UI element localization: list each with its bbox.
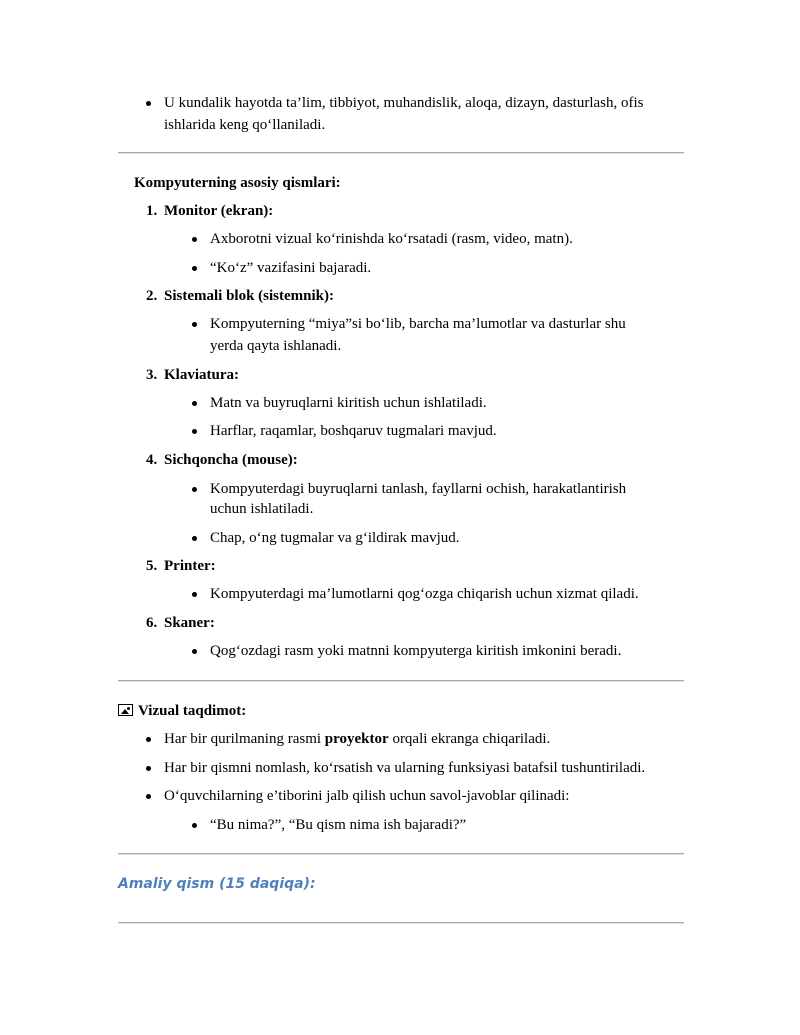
item-title-mouse: Sichqoncha (mouse): — [164, 452, 298, 468]
bullet-icon — [192, 536, 197, 541]
divider — [118, 922, 684, 924]
mouse-bullet-1-line1: Kompyuterdagi buyruqlarni tanlash, fayllarni ochish, harakatlantirish — [210, 481, 627, 497]
bullet-icon — [192, 592, 197, 597]
system-unit-bullet-1-line2: yerda qayta ishlanadi. — [210, 338, 342, 354]
visual-bullet-1 — [164, 729, 550, 750]
item-number: 1. — [146, 203, 158, 219]
bullet-icon — [192, 322, 197, 327]
keyboard-bullet-1: Matn va buyruqlarni kiritish uchun ishlatiladi. — [210, 395, 487, 411]
bullet-icon — [146, 794, 151, 799]
visual-bullet-2: Har bir qismni nomlash, ko‘rsatish va ularning funksiyasi batafsil tushuntiriladi. — [164, 760, 646, 776]
visual-bullet-3: O‘quvchilarning e’tiborini jalb qilish uchun savol-javoblar qilinadi: — [164, 788, 570, 804]
keyboard-bullet-2: Harflar, raqamlar, boshqaruv tugmalari mavjud. — [210, 423, 497, 439]
bullet-icon — [192, 823, 197, 828]
item-title-scanner: Skaner: — [164, 615, 215, 631]
parts-heading: Kompyuterning asosiy qismlari: — [134, 175, 341, 191]
bullet-icon — [146, 737, 151, 742]
item-number: 5. — [146, 558, 158, 574]
bullet-icon — [192, 401, 197, 406]
item-title-monitor: Monitor (ekran): — [164, 203, 274, 219]
divider — [118, 152, 684, 154]
intro-text-line1: U kundalik hayotda ta’lim, tibbiyot, muhandislik, aloqa, dizayn, dasturlash, ofis — [164, 95, 644, 111]
bullet-icon — [192, 429, 197, 434]
bullet-icon — [192, 266, 197, 271]
visual-bullet-1-bold: proyektor — [324, 731, 389, 747]
bullet-icon — [146, 766, 151, 771]
visual-heading — [118, 701, 246, 722]
system-unit-bullet-1-line1: Kompyuterning “miya”si bo‘lib, barcha ma’lumotlar va dasturlar shu — [210, 316, 626, 332]
mouse-bullet-2: Chap, o‘ng tugmalar va g‘ildirak mavjud. — [210, 530, 460, 546]
bullet-icon — [192, 487, 197, 492]
item-title-keyboard: Klaviatura: — [164, 367, 239, 383]
visual-bullet-1-before: Har bir qurilmaning rasmi — [164, 731, 325, 747]
visual-bullet-1-after: orqali ekranga chiqariladi. — [388, 731, 551, 747]
visual-sub-bullet: “Bu nima?”, “Bu qism nima ish bajaradi?” — [210, 817, 467, 833]
item-number: 2. — [146, 288, 158, 304]
divider — [118, 853, 684, 855]
bullet-icon — [192, 649, 197, 654]
bullet-icon — [192, 237, 197, 242]
practical-heading: Amaliy qism (15 daqiqa): — [118, 876, 316, 892]
printer-bullet-1: Kompyuterdagi ma’lumotlarni qog‘ozga chiqarish uchun xizmat qiladi. — [210, 586, 639, 602]
item-title-system-unit: Sistemali blok (sistemnik): — [164, 288, 335, 304]
item-number: 6. — [146, 615, 158, 631]
scanner-bullet-1: Qog‘ozdagi rasm yoki matnni kompyuterga kiritish imkonini beradi. — [210, 643, 622, 659]
monitor-bullet-1: Axborotni vizual ko‘rinishda ko‘rsatadi (rasm, video, matn). — [210, 231, 573, 247]
item-number: 4. — [146, 452, 158, 468]
item-title-printer: Printer: — [164, 558, 216, 574]
framed-picture-icon — [118, 704, 133, 716]
mouse-bullet-1-line2: uchun ishlatiladi. — [210, 501, 314, 517]
bullet-icon — [146, 101, 151, 106]
intro-text-line2: ishlarida keng qo‘llaniladi. — [164, 117, 326, 133]
item-number: 3. — [146, 367, 158, 383]
monitor-bullet-2: “Ko‘z” vazifasini bajaradi. — [210, 260, 372, 276]
visual-heading-text: Vizual taqdimot: — [138, 703, 247, 719]
divider — [118, 680, 684, 682]
